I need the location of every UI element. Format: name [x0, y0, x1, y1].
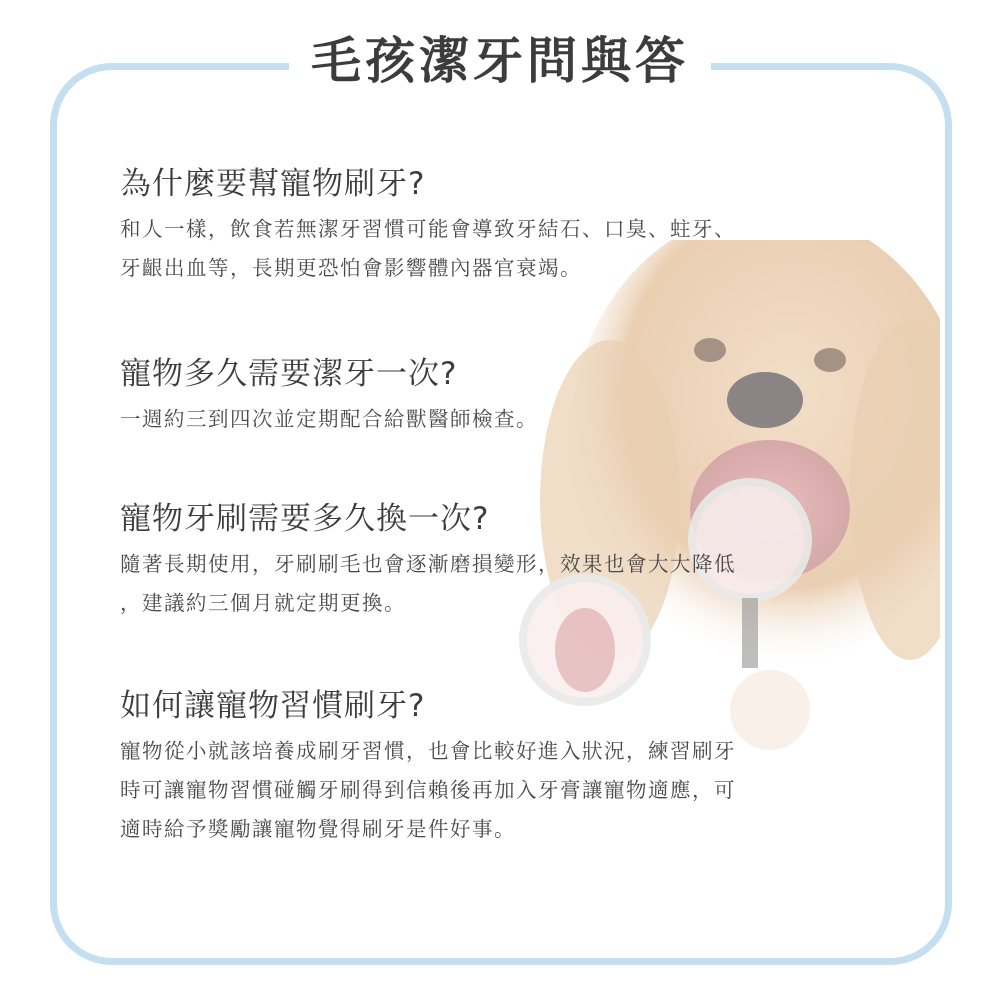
faq-answer [120, 732, 736, 849]
faq-answer-line: 隨著長期使用，牙刷刷毛也會逐漸磨損變形，效果也會大大降低 [120, 552, 736, 576]
faq-item [120, 680, 736, 849]
faq-answer-line: ，建議約三個月就定期更換。 [120, 591, 406, 615]
faq-question: 為什麼要幫寵物刷牙? [120, 166, 426, 202]
faq-answer-line: 和人一樣，飲食若無潔牙習慣可能會導致牙結石、口臭、蛀牙、 [120, 217, 736, 241]
faq-question: 如何讓寵物習慣刷牙? [120, 688, 426, 724]
faq-answer-line: 時可讓寵物習慣碰觸牙刷得到信賴後再加入牙膏讓寵物適應，可 [120, 778, 736, 802]
dog-nose [727, 372, 803, 428]
hand-shape [730, 670, 810, 750]
faq-question: 寵物牙刷需要多久換一次? [120, 501, 490, 537]
faq-answer [120, 545, 736, 623]
faq-item [120, 348, 538, 439]
faq-answer-line: 寵物從小就該培養成刷牙習慣，也會比較好進入狀況，練習刷牙 [120, 739, 736, 763]
faq-answer-line: 一週約三到四次並定期配合給獸醫師檢查。 [120, 407, 538, 431]
faq-question: 寵物多久需要潔牙一次? [120, 356, 458, 392]
page-title: 毛孩潔牙問與答 [289, 24, 711, 98]
faq-answer-line: 適時給予獎勵讓寵物覺得刷牙是件好事。 [120, 817, 516, 841]
title-container [0, 24, 1000, 98]
dog-left-eye [694, 338, 726, 362]
faq-answer [120, 400, 538, 439]
faq-item [120, 493, 736, 623]
magnifier-large-handle [742, 598, 758, 668]
faq-item [120, 158, 736, 288]
faq-answer-line: 牙齦出血等，長期更恐怕會影響體內器官衰竭。 [120, 256, 582, 280]
faq-answer [120, 210, 736, 288]
dog-right-eye [814, 348, 846, 372]
